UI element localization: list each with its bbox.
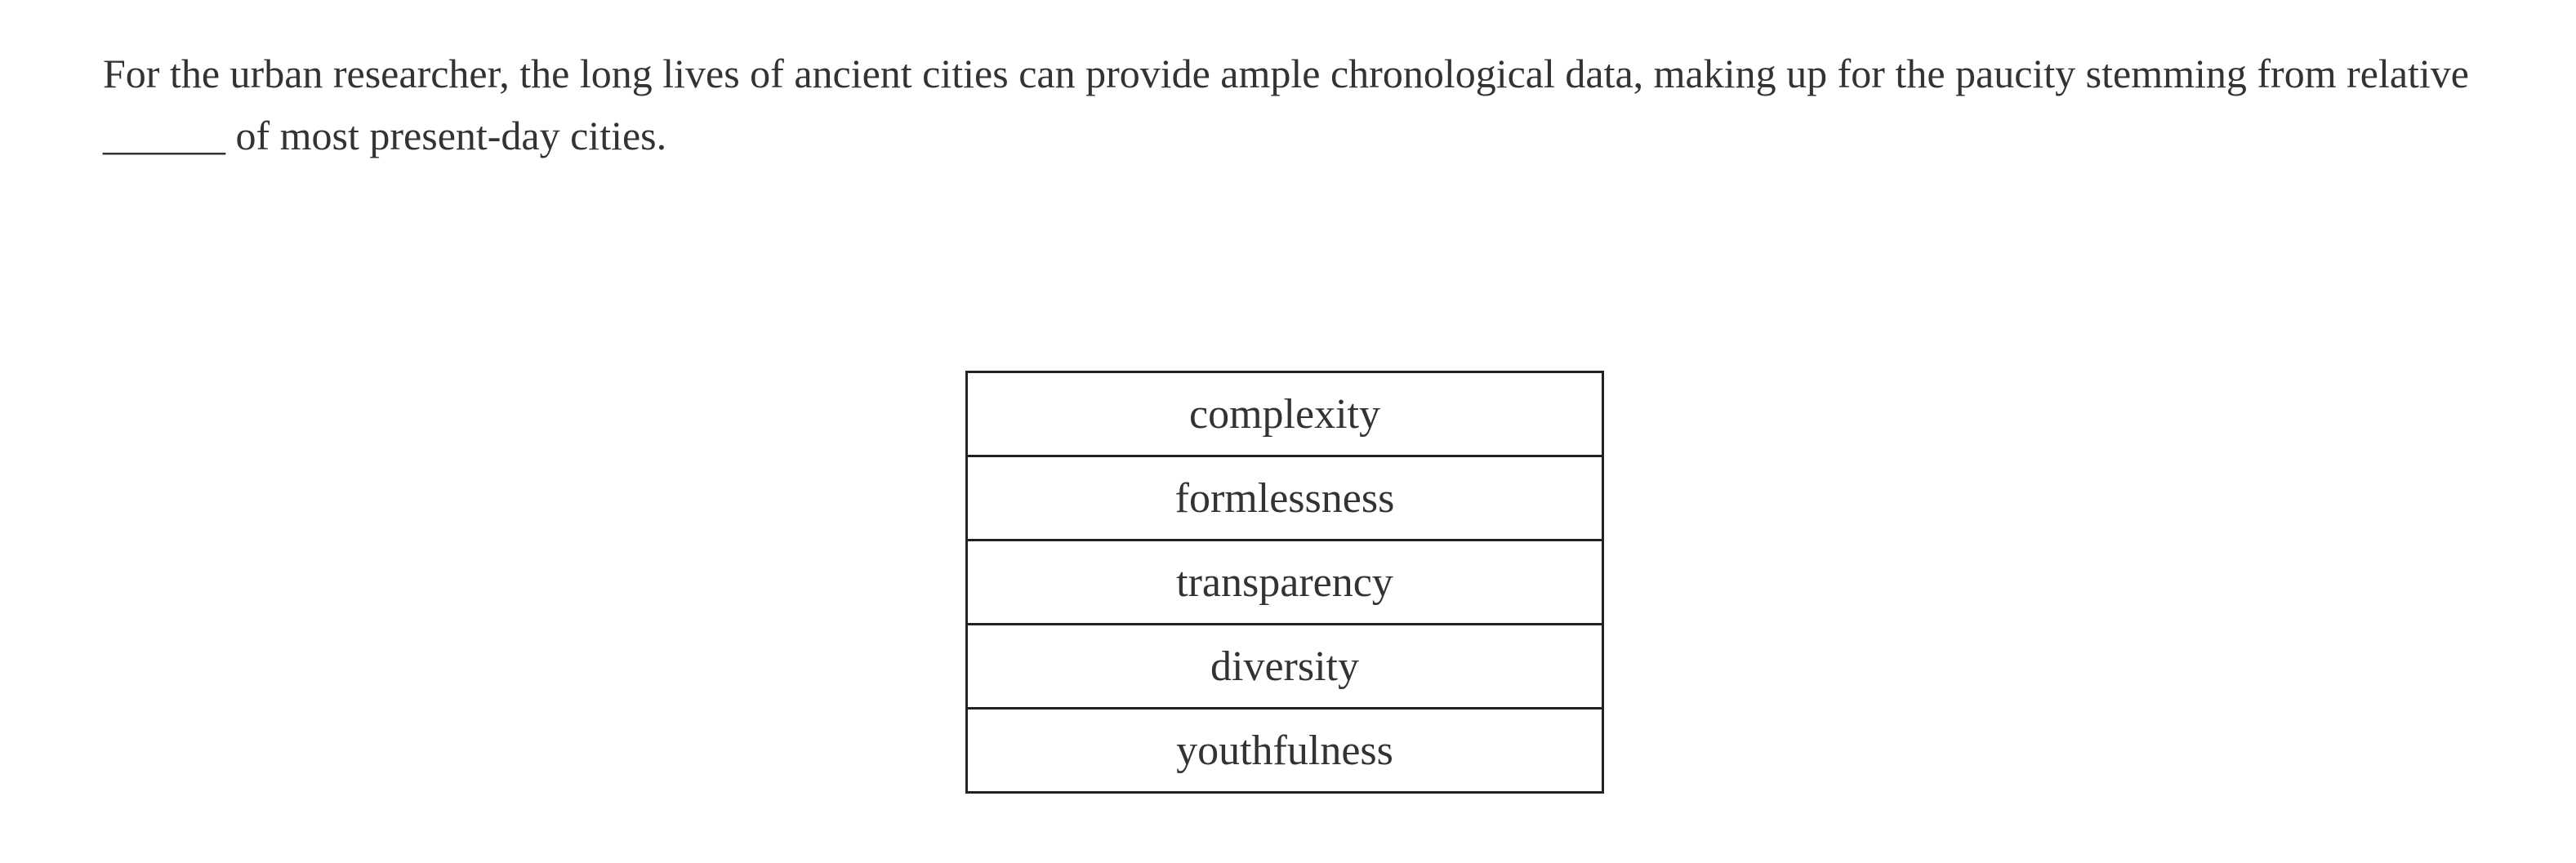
answer-choices-table [965,371,1604,794]
answer-blank: ______ [103,113,225,158]
choice-option-transparency[interactable]: transparency [967,540,1603,625]
choice-option-complexity[interactable]: complexity [967,372,1603,456]
choice-row [967,540,1603,625]
choice-row [967,372,1603,456]
choice-option-diversity[interactable]: diversity [967,625,1603,709]
choice-row [967,456,1603,540]
choice-row [967,625,1603,709]
question-text-before-blank: For the urban researcher, the long lives of ancient cities can provide ample chronological data, making up for the paucity stemming from relative [103,51,2469,96]
question-text [103,42,2504,167]
choice-option-youthfulness[interactable]: youthfulness [967,709,1603,793]
choice-row [967,709,1603,793]
choice-option-formlessness[interactable]: formlessness [967,456,1603,540]
question-text-after-blank: of most present-day cities. [225,113,667,158]
